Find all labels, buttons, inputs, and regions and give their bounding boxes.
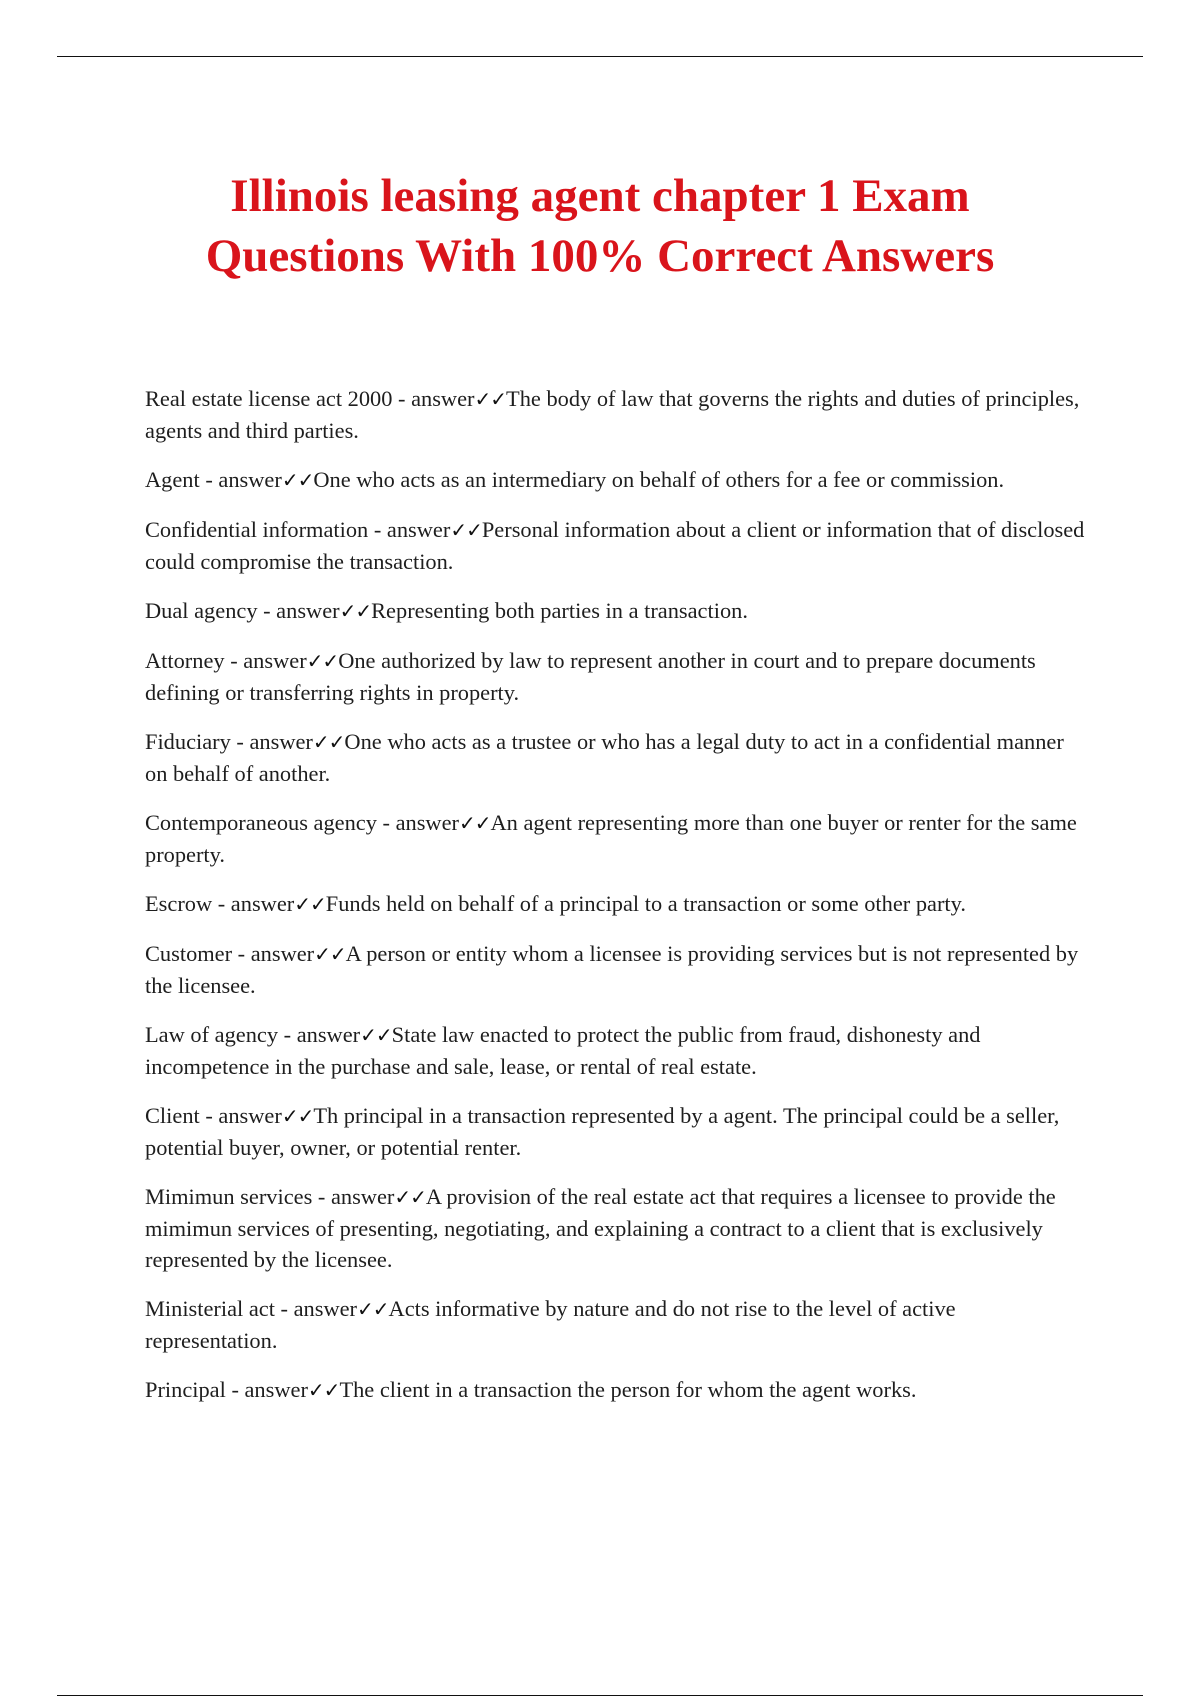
entry-term: Real estate license act 2000: [145, 386, 393, 411]
double-check-icon: ✓✓: [307, 1378, 340, 1402]
qa-entry: [145, 1181, 1085, 1275]
entry-term: Client: [145, 1103, 200, 1128]
answer-label: - answer: [312, 1184, 395, 1209]
answer-label: - answer: [224, 648, 307, 673]
double-check-icon: ✓✓: [281, 468, 314, 492]
qa-entry: [145, 888, 1085, 920]
qa-entry: [145, 726, 1085, 789]
entry-term: Attorney: [145, 648, 225, 673]
answer-label: - answer: [230, 729, 313, 754]
entry-definition: One who acts as a trustee or who has a legal duty to act in a confidential manner on behalf of another.: [145, 729, 1064, 786]
entry-definition: Acts informative by nature and do not rise to the level of active representation.: [145, 1296, 956, 1353]
entry-definition: Funds held on behalf of a principal to a transaction or some other party.: [325, 891, 966, 916]
qa-entry: [145, 645, 1085, 708]
answer-label: - answer: [232, 941, 315, 966]
qa-entry: [145, 595, 1085, 627]
qa-entry: [145, 1374, 1085, 1406]
qa-entry: [145, 1293, 1085, 1356]
entry-definition: State law enacted to protect the public from fraud, dishonesty and incompetence in the purchase and sale, lease, or rental of real estate.: [145, 1022, 981, 1079]
double-check-icon: ✓✓: [394, 1185, 426, 1209]
double-check-icon: ✓✓: [474, 387, 507, 411]
entry-definition: The client in a transaction the person for whom the agent works.: [339, 1377, 917, 1402]
answer-label: - answer: [199, 467, 282, 492]
title-line-2: Questions With 100% Correct Answers: [205, 230, 995, 282]
header-rule: [57, 56, 1143, 57]
entry-definition: A provision of the real estate act that requires a licensee to provide the mimimun services of presenting, negotiating, and explaining a contract to a client that is exclusively represented by the licensee.: [145, 1184, 1056, 1272]
double-check-icon: ✓✓: [294, 892, 326, 916]
answer-label: - answer: [274, 1296, 358, 1321]
double-check-icon: ✓✓: [459, 811, 491, 835]
entry-definition: An agent representing more than one buyer or renter for the same property.: [145, 810, 1077, 867]
answer-label: - answer: [199, 1103, 282, 1128]
answer-label: - answer: [225, 1377, 308, 1402]
answer-label: - answer: [376, 810, 459, 835]
question-answer-list: [145, 383, 1085, 1424]
entry-term: Mimimun services: [145, 1184, 313, 1209]
double-check-icon: ✓✓: [450, 518, 482, 542]
entry-term: Law of agency: [145, 1022, 279, 1047]
answer-label: - answer: [257, 598, 340, 623]
answer-label: - answer: [368, 517, 451, 542]
entry-term: Customer: [145, 941, 233, 966]
qa-entry: [145, 514, 1085, 577]
entry-term: Confidential information: [145, 517, 369, 542]
double-check-icon: ✓✓: [306, 649, 339, 673]
entry-definition: Th principal in a transaction represented by a agent. The principal could be a seller, potential buyer, owner, or potential renter.: [145, 1103, 1060, 1160]
answer-label: - answer: [278, 1022, 361, 1047]
entry-definition: One who acts as an intermediary on behalf of others for a fee or commission.: [313, 467, 1005, 492]
qa-entry: [145, 1100, 1085, 1163]
entry-definition: One authorized by law to represent another in court and to prepare documents defining or transferring rights in property.: [145, 648, 1036, 705]
entry-term: Agent: [145, 467, 200, 492]
entry-definition: A person or entity whom a licensee is providing services but is not represented by the licensee.: [145, 941, 1079, 998]
entry-definition: Personal information about a client or information that of disclosed could compromise the transaction.: [145, 517, 1085, 574]
double-check-icon: ✓✓: [339, 599, 372, 623]
entry-term: Fiduciary: [145, 729, 231, 754]
document-title: [100, 166, 1100, 286]
entry-term: Contemporaneous agency: [145, 810, 377, 835]
qa-entry: [145, 807, 1085, 870]
double-check-icon: ✓✓: [314, 942, 346, 966]
double-check-icon: ✓✓: [360, 1023, 392, 1047]
entry-term: Escrow: [145, 891, 213, 916]
answer-label: - answer: [392, 386, 475, 411]
title-line-1: Illinois leasing agent chapter 1 Exam: [230, 170, 970, 222]
double-check-icon: ✓✓: [357, 1297, 389, 1321]
entry-term: Principal: [145, 1377, 226, 1402]
answer-label: - answer: [212, 891, 295, 916]
entry-definition: Representing both parties in a transaction.: [371, 598, 748, 623]
qa-entry: [145, 464, 1085, 496]
entry-term: Dual agency: [145, 598, 258, 623]
double-check-icon: ✓✓: [312, 730, 345, 754]
footer-rule: [57, 1695, 1143, 1696]
double-check-icon: ✓✓: [281, 1104, 314, 1128]
entry-term: Ministerial act: [145, 1296, 275, 1321]
qa-entry: [145, 383, 1085, 446]
qa-entry: [145, 1019, 1085, 1082]
entry-definition: The body of law that governs the rights and duties of principles, agents and third parties.: [145, 386, 1080, 443]
qa-entry: [145, 938, 1085, 1001]
